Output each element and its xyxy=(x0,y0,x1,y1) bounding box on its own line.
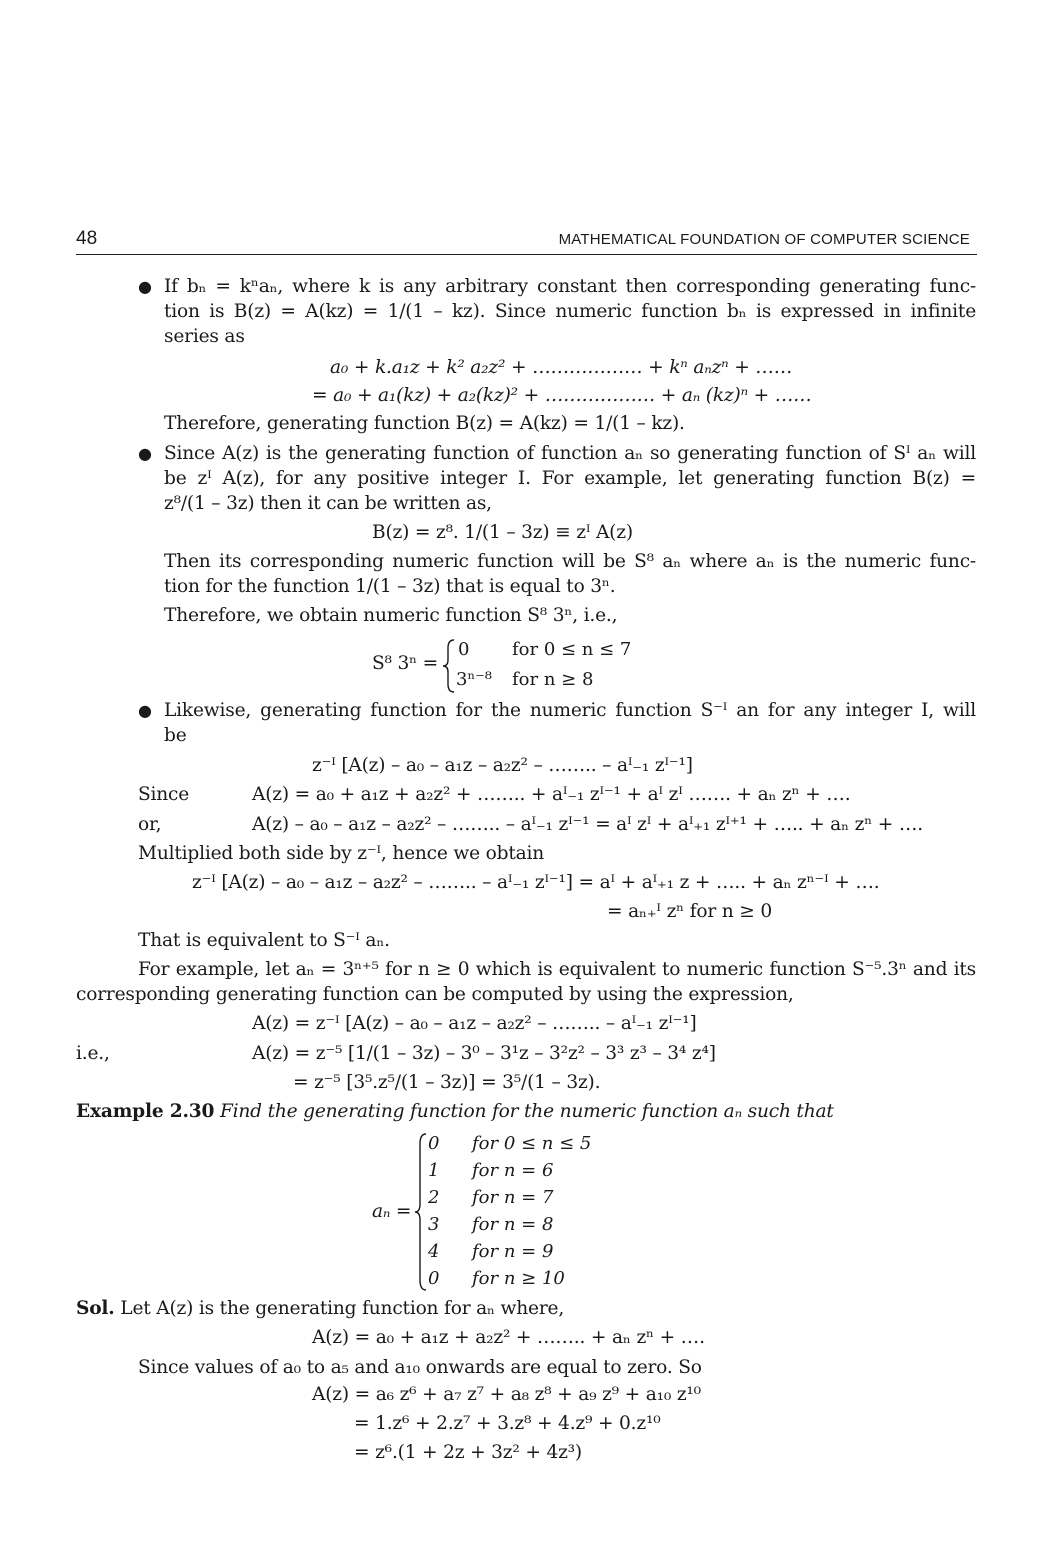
piecewise-2-lhs: aₙ = xyxy=(372,1201,412,1222)
bullet-2-line-6: Therefore, we obtain numeric function S⁸ 3ⁿ, i.e., xyxy=(164,605,618,626)
piecewise-1-case-2-value: 3ⁿ⁻⁸ xyxy=(456,669,492,690)
piecewise-2-case-condition: for n = 6 xyxy=(472,1160,554,1181)
piecewise-2-case-value: 4 xyxy=(428,1241,440,1262)
solution-label: Sol. xyxy=(76,1298,115,1319)
bullet-2-line-3: z⁸/(1 – 3z) then it can be written as, xyxy=(164,493,492,514)
for-example-equation-3: = z⁻⁵ [3⁵.z⁵/(1 – 3z)] = 3⁵/(1 – 3z). xyxy=(293,1072,601,1093)
bullet-3-equation: z⁻ᴵ [A(z) – a₀ – a₁z – a₂z² – …….. – aᴵ₋₁ zᴵ⁻¹] xyxy=(312,755,693,776)
solution-equation-4: = z⁶.(1 + 2z + 3z² + 4z³) xyxy=(354,1442,582,1463)
piecewise-2-case-condition: for n = 8 xyxy=(472,1214,554,1235)
multiplied-equation-1: z⁻ᴵ [A(z) – a₀ – a₁z – a₂z² – …….. – aᴵ₋₁ zᴵ⁻¹] = aᴵ + aᴵ₊₁ z + ….. + aₙ zⁿ⁻ᴵ + …. xyxy=(192,872,880,893)
bullet-2-line-1: Since A(z) is the generating function of function aₙ so generating function of Sᴵ aₙ will xyxy=(164,443,976,464)
bullet-2-line-4: Then its corresponding numeric function will be S⁸ aₙ where aₙ is the numeric func- xyxy=(164,551,976,572)
multiplied-line: Multiplied both side by z⁻ᴵ, hence we obtain xyxy=(138,843,545,864)
solution-equation-2: A(z) = a₆ z⁶ + a₇ z⁷ + a₈ z⁸ + a₉ z⁹ + a₁₀ z¹⁰ xyxy=(312,1384,701,1405)
bullet-3-line-1: Likewise, generating function for the numeric function S⁻ᴵ an for any integer I, will xyxy=(164,700,976,721)
solution-equation-3: = 1.z⁶ + 2.z⁷ + 3.z⁸ + 4.z⁹ + 0.z¹⁰ xyxy=(354,1413,661,1434)
bullet-2-line-5: tion for the function 1/(1 – 3z) that is equal to 3ⁿ. xyxy=(164,576,616,597)
since-equation: A(z) = a₀ + a₁z + a₂z² + …….. + aᴵ₋₁ zᴵ⁻¹ + aᴵ zᴵ ……. + aₙ zⁿ + …. xyxy=(252,784,851,805)
piecewise-2-case-value: 1 xyxy=(428,1160,440,1181)
piecewise-2-case-value: 0 xyxy=(428,1268,440,1289)
since-label: Since xyxy=(138,784,190,805)
running-header xyxy=(76,228,977,255)
piecewise-2-case-value: 0 xyxy=(428,1133,440,1154)
piecewise-2-brace xyxy=(414,1132,428,1292)
bullet-1-line-1: If bₙ = kⁿaₙ, where k is any arbitrary constant then corresponding generating func- xyxy=(164,276,976,297)
or-label: or, xyxy=(138,814,162,835)
bullet-1-marker: ● xyxy=(138,277,152,296)
solution-text: Let A(z) is the generating function for aₙ where, xyxy=(120,1298,565,1319)
solution-line-1 xyxy=(76,1297,564,1321)
piecewise-2-case-value: 3 xyxy=(428,1214,440,1235)
bullet-1-line-2: tion is B(z) = A(kz) = 1/(1 – kz). Since numeric function bₙ is expressed in infinite xyxy=(164,301,976,322)
for-example-equation-2: A(z) = z⁻⁵ [1/(1 – 3z) – 3⁰ – 3¹z – 3²z² – 3³ z³ – 3⁴ z⁴] xyxy=(252,1043,716,1064)
example-statement: Find the generating function for the numeric function aₙ such that xyxy=(219,1101,834,1122)
for-example-line-1: For example, let aₙ = 3ⁿ⁺⁵ for n ≥ 0 which is equivalent to numeric function S⁻⁵.3ⁿ and its xyxy=(138,959,976,980)
bullet-2-line-2: be zᴵ A(z), for any positive integer I. For example, let generating function B(z) = xyxy=(164,468,976,489)
bullet-2-equation: B(z) = z⁸. 1/(1 – 3z) ≡ zᴵ A(z) xyxy=(372,522,633,543)
piecewise-2-case-condition: for 0 ≤ n ≤ 5 xyxy=(472,1133,592,1154)
example-label: Example 2.30 xyxy=(76,1101,215,1122)
bullet-1-equation-1: a₀ + k.a₁z + k² a₂z² + ……………… + kⁿ aₙzⁿ + …… xyxy=(330,357,793,378)
bullet-1-line-3: series as xyxy=(164,326,245,347)
piecewise-2-case-condition: for n = 7 xyxy=(472,1187,554,1208)
piecewise-1-case-2-condition: for n ≥ 8 xyxy=(512,669,594,690)
multiplied-equation-2: = aₙ₊ᴵ zⁿ for n ≥ 0 xyxy=(607,901,772,922)
bullet-3-line-2: be xyxy=(164,725,187,746)
piecewise-1-case-1-value: 0 xyxy=(458,639,470,660)
bullet-1-conclusion: Therefore, generating function B(z) = A(kz) = 1/(1 – kz). xyxy=(164,413,685,434)
bullet-3-marker: ● xyxy=(138,701,152,720)
solution-line-2: Since values of a₀ to a₅ and a₁₀ onwards are equal to zero. So xyxy=(138,1357,702,1378)
piecewise-1-brace xyxy=(442,638,456,694)
piecewise-2-case-value: 2 xyxy=(428,1187,440,1208)
piecewise-2-case-condition: for n = 9 xyxy=(472,1241,554,1262)
running-title: MATHEMATICAL FOUNDATION OF COMPUTER SCIENCE xyxy=(558,231,970,248)
example-heading xyxy=(76,1100,834,1124)
solution-equation-1: A(z) = a₀ + a₁z + a₂z² + …….. + aₙ zⁿ + …. xyxy=(312,1327,705,1348)
for-example-line-2: corresponding generating function can be computed by using the expression, xyxy=(76,984,794,1005)
ie-label: i.e., xyxy=(76,1043,110,1064)
bullet-1-equation-2: = a₀ + a₁(kz) + a₂(kz)² + ……………… + aₙ (kz)ⁿ + …… xyxy=(312,385,812,406)
for-example-equation-1: A(z) = z⁻ᴵ [A(z) – a₀ – a₁z – a₂z² – …….. – aᴵ₋₁ zᴵ⁻¹] xyxy=(252,1013,697,1034)
bullet-2-marker: ● xyxy=(138,444,152,463)
piecewise-1-case-1-condition: for 0 ≤ n ≤ 7 xyxy=(512,639,632,660)
or-equation: A(z) – a₀ – a₁z – a₂z² – …….. – aᴵ₋₁ zᴵ⁻¹ = aᴵ zᴵ + aᴵ₊₁ zᴵ⁺¹ + ….. + aₙ zⁿ + …. xyxy=(252,814,923,835)
page-number: 48 xyxy=(76,228,98,249)
piecewise-1-lhs: S⁸ 3ⁿ = xyxy=(372,653,439,674)
equivalent-line: That is equivalent to S⁻ᴵ aₙ. xyxy=(138,930,390,951)
piecewise-2-case-condition: for n ≥ 10 xyxy=(472,1268,565,1289)
